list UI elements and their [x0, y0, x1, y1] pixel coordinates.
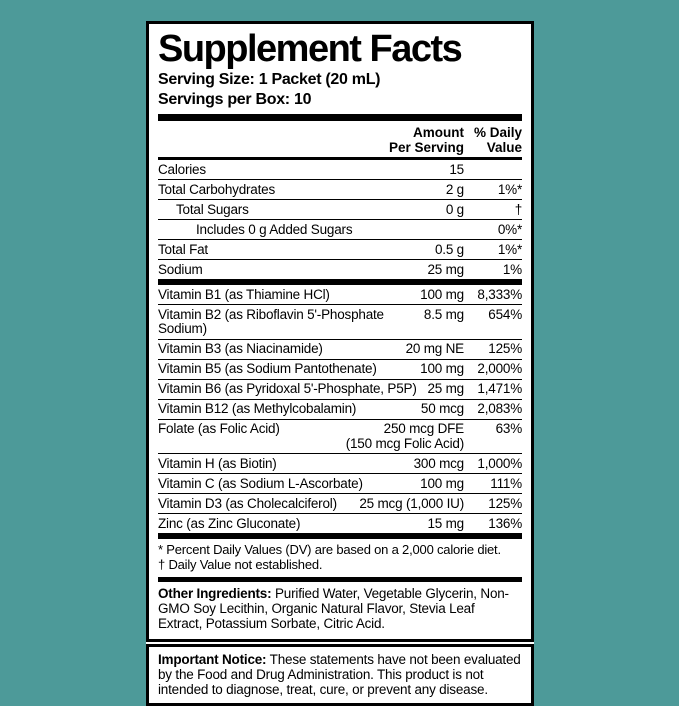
- nutrient-name: Vitamin B12 (as Methylcobalamin): [158, 401, 357, 416]
- table-row: [158, 200, 522, 220]
- nutrient-amount: 0.5 g: [434, 241, 464, 257]
- nutrient-amount: 100 mg: [420, 475, 464, 491]
- panel-title: Supplement Facts: [158, 28, 462, 70]
- important-notice-box: [146, 644, 534, 706]
- table-row: [158, 180, 522, 200]
- table-row: [158, 305, 522, 340]
- nutrient-daily-value: 63%: [495, 421, 522, 436]
- nutrient-amount: 100 mg: [420, 361, 464, 376]
- table-row: [158, 400, 522, 420]
- table-row: [158, 380, 522, 400]
- nutrient-daily-value: 2,083%: [477, 401, 522, 416]
- nutrient-daily-value: 1%*: [497, 181, 522, 197]
- table-row: [158, 240, 522, 260]
- nutrient-daily-value: 8,333%: [477, 286, 522, 302]
- daily-value-column-header: % Daily Value: [473, 125, 522, 155]
- nutrient-daily-value: 1%: [502, 261, 522, 277]
- nutrient-name: Total Carbohydrates: [158, 181, 276, 197]
- nutrient-name: Vitamin B3 (as Niacinamide): [158, 341, 323, 356]
- important-notice-label: Important Notice:: [158, 652, 267, 667]
- table-row: [158, 260, 522, 279]
- nutrient-name: Calories: [158, 161, 206, 177]
- nutrient-name: Sodium: [158, 261, 203, 277]
- other-ingredients: [158, 582, 522, 632]
- important-notice-text: These statements have not been evaluated by the Food and Drug Administration. This product is not intended to diagnose, treat, cure, or prevent any disease.: [158, 652, 521, 697]
- nutrient-amount: 8.5 mg: [423, 306, 464, 322]
- table-row: [158, 474, 522, 494]
- table-row: [158, 420, 522, 455]
- nutrient-daily-value: 2,000%: [477, 361, 522, 376]
- serving-size: Serving Size: 1 Packet (20 mL): [158, 71, 381, 88]
- nutrient-daily-value: 125%: [488, 495, 522, 511]
- nutrient-daily-value: 111%: [490, 475, 522, 491]
- facts-rows: [158, 160, 522, 539]
- nutrient-daily-value: †: [514, 201, 522, 217]
- nutrient-name: Vitamin B6 (as Pyridoxal 5'-Phosphate, P5P): [158, 381, 417, 396]
- nutrient-amount: 25 mg: [427, 261, 464, 277]
- nutrient-name: Vitamin B1 (as Thiamine HCl): [158, 286, 330, 302]
- table-row: [158, 220, 522, 240]
- nutrient-name: Vitamin D3 (as Cholecalciferol): [158, 495, 337, 511]
- amount-column-header: Amount Per Serving: [388, 125, 464, 155]
- column-headers: [158, 121, 522, 160]
- table-row: [158, 285, 522, 305]
- footnote-dagger: † Daily Value not established.: [158, 556, 323, 572]
- nutrient-daily-value: 125%: [488, 341, 522, 356]
- nutrient-name: Includes 0 g Added Sugars: [196, 221, 353, 237]
- nutrient-daily-value: 1,471%: [477, 381, 522, 396]
- nutrient-daily-value: 1,000%: [477, 455, 522, 471]
- nutrient-daily-value: 0%*: [497, 221, 522, 237]
- footnote-daily-values: * Percent Daily Values (DV) are based on a 2,000 calorie diet.: [158, 542, 501, 557]
- other-ingredients-label: Other Ingredients:: [158, 586, 272, 601]
- supplement-label: [146, 21, 534, 706]
- nutrient-name: Total Fat: [158, 241, 208, 257]
- nutrient-name: Vitamin H (as Biotin): [158, 455, 277, 471]
- divider-bar-thick: [158, 114, 522, 121]
- nutrient-daily-value: 136%: [488, 515, 522, 531]
- nutrient-name: Vitamin C (as Sodium L-Ascorbate): [158, 475, 363, 491]
- nutrient-amount: 15: [449, 161, 464, 177]
- nutrient-name: Vitamin B2 (as Riboflavin 5'-Phosphate Sodium): [158, 306, 384, 336]
- table-row: [158, 360, 522, 380]
- nutrient-amount: 15 mg: [427, 515, 464, 531]
- nutrient-name: Folate (as Folic Acid): [158, 421, 280, 436]
- nutrient-amount: 2 g: [445, 181, 464, 197]
- nutrient-amount: 50 mcg: [420, 401, 464, 416]
- nutrient-amount: 300 mcg: [413, 455, 464, 471]
- table-row: [158, 160, 522, 180]
- table-row: [158, 514, 522, 533]
- nutrient-amount: 100 mg: [420, 286, 464, 302]
- other-ingredients-text: Purified Water, Vegetable Glycerin, Non-GMO Soy Lecithin, Organic Natural Flavor, Stevia Leaf Extract, Potassium Sorbate, Citric Acid.: [158, 586, 509, 631]
- nutrient-daily-value: 654%: [488, 306, 522, 322]
- footnotes: [158, 539, 522, 582]
- table-row: [158, 340, 522, 360]
- nutrient-daily-value: 1%*: [497, 241, 522, 257]
- supplement-facts-panel: [146, 21, 534, 642]
- nutrient-amount: 25 mg: [427, 381, 464, 396]
- nutrient-amount: 25 mcg (1,000 IU): [359, 495, 464, 511]
- nutrient-amount: 250 mcg DFE (150 mcg Folic Acid): [345, 421, 464, 451]
- nutrient-name: Total Sugars: [176, 201, 249, 217]
- nutrient-amount: 20 mg NE: [405, 341, 464, 356]
- servings-per-box: Servings per Box: 10: [158, 91, 312, 108]
- nutrient-name: Vitamin B5 (as Sodium Pantothenate): [158, 361, 377, 376]
- table-row: [158, 454, 522, 474]
- table-row: [158, 494, 522, 514]
- nutrient-name: Zinc (as Zinc Gluconate): [158, 515, 301, 531]
- nutrient-amount: 0 g: [445, 201, 464, 217]
